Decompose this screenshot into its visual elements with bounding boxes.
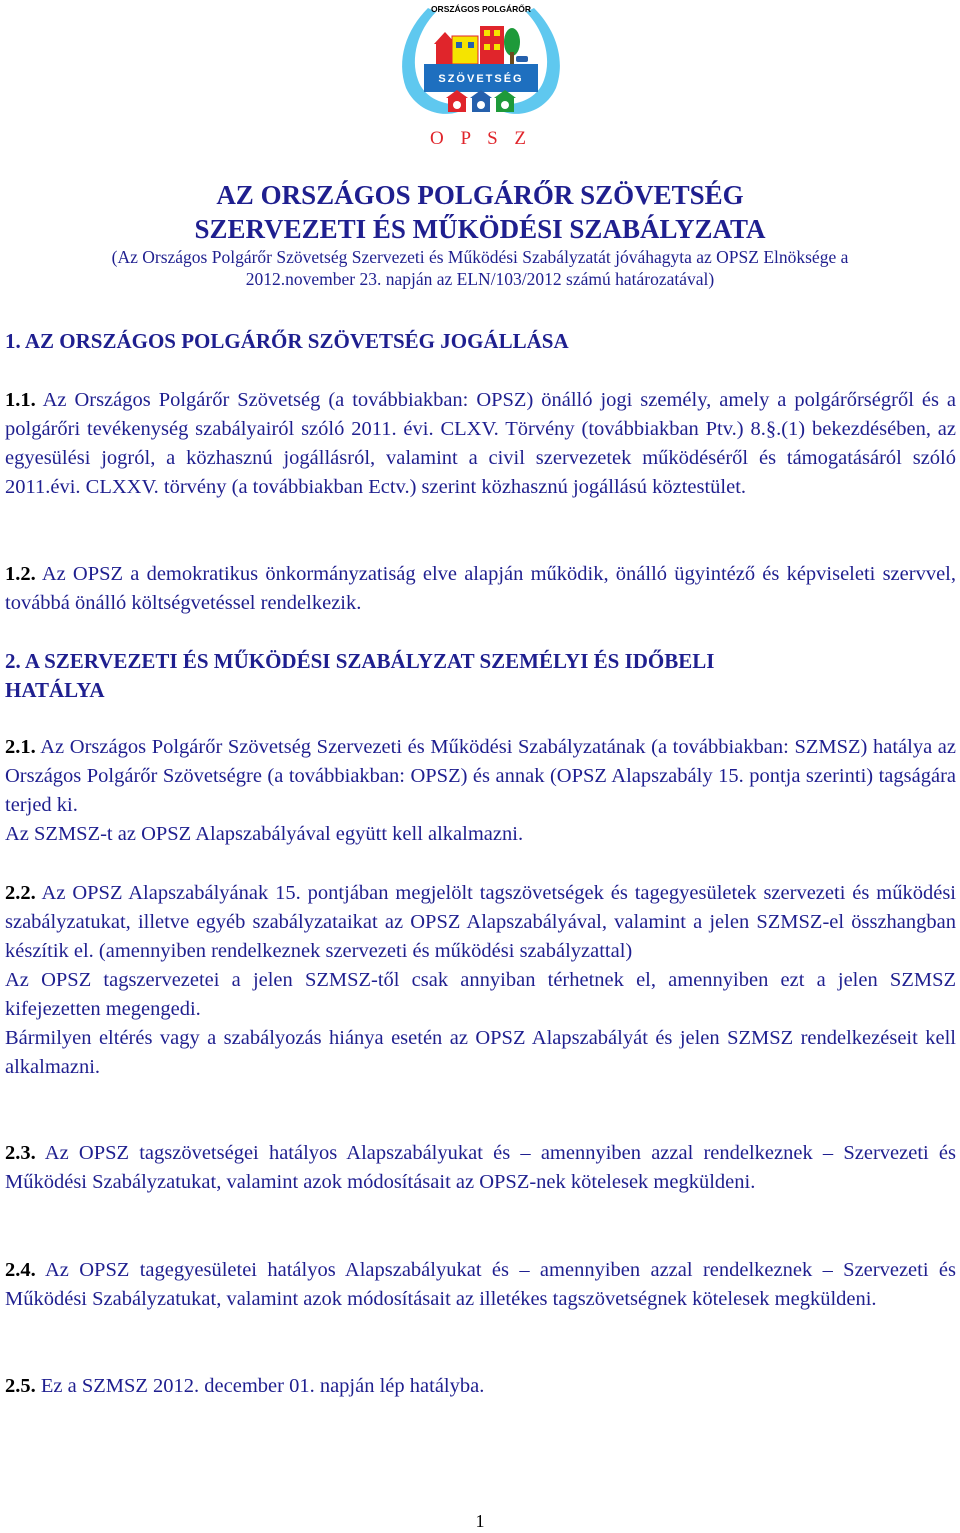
paragraph-2-5: [5, 1372, 956, 1401]
section-1-heading: 1. AZ ORSZÁGOS POLGÁRŐR SZÖVETSÉG JOGÁLLÁSA: [5, 329, 569, 353]
paragraph-number: 2.1.: [5, 736, 36, 758]
paragraph-number: 2.5.: [5, 1375, 36, 1397]
paragraph-2-2: [5, 879, 956, 1082]
paragraph-2-3: [5, 1139, 956, 1197]
paragraph-text: Az OPSZ a demokratikus önkormányzatiság elve alapján működik, önálló ügyintéző és képviseleti szervvel, továbbá önálló költségvetéssel rendelkezik.: [5, 563, 956, 614]
paragraph-number: 1.1.: [5, 389, 36, 411]
title-line-1: AZ ORSZÁGOS POLGÁRŐR SZÖVETSÉG: [216, 180, 744, 210]
paragraph-text-3: Bármilyen eltérés vagy a szabályozás hiánya esetén az OPSZ Alapszabályát és jelen SZMSZ rendelkezéseit kell alkalmazni.: [5, 1027, 956, 1078]
paragraph-text: Az OPSZ Alapszabályának 15. pontjában megjelölt tagszövetségek és tagegyesületek szervezeti és működési szabályzatukat, illetve egyéb szabályzataikat az OPSZ Alapszabályával, valamint a jelen SZMSZ-el összhangban készítik el. (amennyiben rendelkeznek szervezeti és működési szabályzattal): [5, 882, 956, 962]
paragraph-2-4: [5, 1256, 956, 1314]
paragraph-number: 2.4.: [5, 1259, 36, 1281]
paragraph-1-1: [5, 386, 956, 502]
paragraph-text: Ez a SZMSZ 2012. december 01. napján lép hatályba.: [35, 1375, 485, 1397]
paragraph-text: Az Országos Polgárőr Szövetség Szervezeti és Működési Szabályzatának (a továbbiakban: SZMSZ) hatálya az Országos Polgárőr Szövetségre (a továbbiakban: OPSZ) és annak (OPSZ Alapszabály 15. pontja szerinti) tagságára terjed ki.: [5, 736, 956, 816]
opsz-logo: [388, 0, 574, 152]
section-2-heading-line-1: 2. A SZERVEZETI ÉS MŰKÖDÉSI SZABÁLYZAT SZEMÉLYI ÉS IDŐBELI: [5, 649, 715, 673]
document-title: [0, 178, 960, 246]
title-line-2: SZERVEZETI ÉS MŰKÖDÉSI SZABÁLYZATA: [194, 214, 766, 244]
paragraph-2-1: [5, 733, 956, 849]
opsz-emblem-icon: [388, 0, 574, 152]
paragraph-number: 1.2.: [5, 563, 36, 585]
paragraph-text: Az OPSZ tagszövetségei hatályos Alapszabályukat és – amennyiben azzal rendelkeznek – Szervezeti és Működési Szabályzatukat, valamint azok módosításait az OPSZ-nek kötelesek megküldeni.: [5, 1142, 956, 1193]
approval-line-2: 2012.november 23. napján az ELN/103/2012 számú határozatával): [245, 269, 715, 289]
paragraph-1-2: [5, 560, 956, 618]
logo-band-text: SZÖVETSÉG: [438, 73, 524, 85]
paragraph-text-2: Az SZMSZ-t az OPSZ Alapszabályával együtt kell alkalmazni.: [5, 823, 524, 845]
paragraph-text-2: Az OPSZ tagszervezetei a jelen SZMSZ-től csak annyiban térhetnek el, amennyiben ezt a jelen SZMSZ kifejezetten megengedi.: [5, 969, 956, 1020]
page-number: 1: [475, 1511, 485, 1531]
approval-line-1: (Az Országos Polgárőr Szövetség Szervezeti és Működési Szabályzatát jóváhagyta az OPSZ Elnöksége a: [111, 247, 849, 267]
paragraph-number: 2.2.: [5, 882, 36, 904]
paragraph-text: Az OPSZ tagegyesületei hatályos Alapszabályukat és – amennyiben azzal rendelkeznek – Szervezeti és Működési Szabályzatukat, valamint azok módosításait az illetékes tagszövetségnek kötelesek megküldeni.: [5, 1259, 956, 1310]
paragraph-number: 2.3.: [5, 1142, 36, 1164]
section-2-heading-line-2: HATÁLYA: [5, 678, 105, 702]
logo-top-text: ORSZÁGOS POLGÁRŐR: [430, 4, 532, 14]
paragraph-text: Az Országos Polgárőr Szövetség (a továbbiakban: OPSZ) önálló jogi személy, amely a polgárőrségről és a polgárőri tevékenység szabályairól szóló 2011. évi. CLXV. Törvény (továbbiakban Ptv.) 8.§.(1) bekezdésében, az egyesülési jogról, a közhasznú jogállásról, valamint a civil szervezetek működéséről és támogatásáról szóló 2011.évi. CLXXV. törvény (a továbbiakban Ectv.) szerint közhasznú jogállású köztestület.: [5, 389, 956, 498]
logo-acronym: O P S Z: [429, 128, 533, 149]
approval-note: [0, 246, 960, 290]
section-2-heading: [5, 647, 950, 705]
